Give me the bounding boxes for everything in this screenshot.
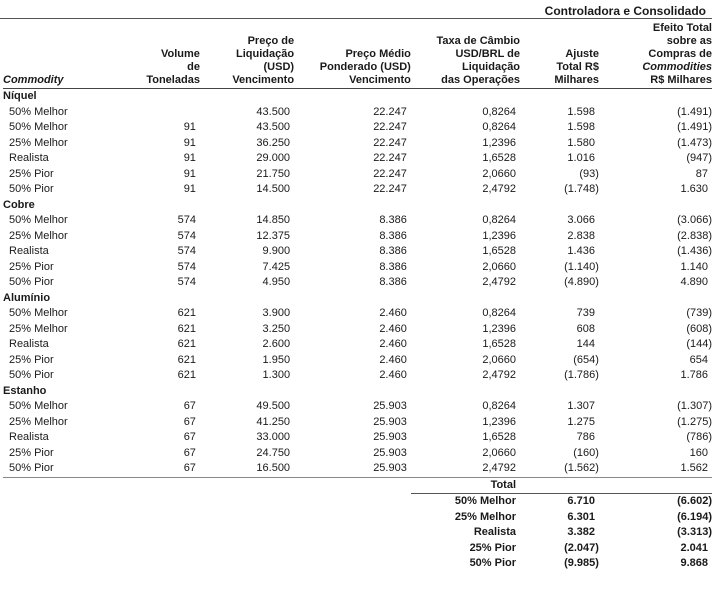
cell-ajuste: 1.275 [567,415,595,428]
total-cell-ajuste: (9.985) [564,557,599,569]
table-row [3,306,712,322]
cell-efeito: (1.491) [677,121,712,133]
cell-efeito: (3.066) [677,214,712,226]
table-row [3,167,712,183]
cell-preco-medio: 22.247 [373,105,407,118]
scenario-label: 25% Pior [9,446,54,459]
cell-volume: 621 [177,338,196,350]
cell-efeito: 1.630 [680,183,708,195]
total-cell-ajuste: 3.382 [567,526,595,538]
total-cell-efeito: 9.868 [680,557,708,569]
cell-efeito: 654 [689,353,708,366]
cell-preco-liq: 43.500 [256,105,291,118]
header-volume [122,22,200,89]
cell-taxa: 2,0660 [482,167,517,180]
table-row [3,399,712,415]
cell-volume: 621 [177,353,196,366]
header-efeito-total [599,22,712,89]
cell-taxa: 2,4792 [482,369,517,381]
cell-preco-medio: 8.386 [379,276,407,288]
cell-volume: 91 [183,152,196,164]
cell-ajuste: (1.562) [520,461,599,478]
cell-volume: 621 [177,307,196,319]
table-row [3,446,712,462]
cell-efeito: 1.562 [599,461,712,478]
cell-efeito: (1.491) [677,105,712,118]
cell-volume: 574 [177,245,196,257]
cell-efeito: (2.838) [677,229,712,242]
cell-taxa: 2,4792 [482,183,517,195]
cell-preco-medio: 2.460 [379,338,407,350]
cell-taxa: 2,4792 [411,461,520,478]
cell-volume: 91 [183,136,196,149]
header-line: Ajuste [565,48,599,60]
total-row [3,493,712,510]
cell-efeito: (1.275) [677,415,712,428]
total-scenario-label: 50% Melhor [411,493,520,510]
table-row [3,322,712,338]
scenario-label: 25% Pior [9,260,54,273]
group-name: Estanho [3,384,47,397]
cell-preco-liq: 14.500 [256,183,291,195]
cell-preco-liq: 9.900 [262,245,291,257]
table-row [3,244,712,260]
scenario-label: 25% Pior [9,353,54,366]
scenario-label: 50% Pior [3,461,122,478]
cell-efeito: 87 [695,167,708,180]
header-line: R$ Milhares [650,74,712,86]
cell-taxa: 1,6528 [482,431,517,443]
cell-taxa: 1,2396 [482,229,517,242]
scenario-label: Realista [9,431,49,443]
cell-preco-liq: 36.250 [256,136,291,149]
scenario-label: 50% Melhor [9,307,68,319]
group-header-row [3,89,712,105]
table-row [3,151,712,167]
table-caption: Controladora e Consolidado [544,4,706,18]
cell-volume: 574 [177,229,196,242]
cell-taxa: 2,4792 [482,276,517,288]
scenario-label: 25% Melhor [9,415,68,428]
cell-volume: 574 [177,214,196,226]
header-line: Total R$ [556,61,599,73]
total-row [3,525,712,541]
cell-preco-medio: 2.460 [379,369,407,381]
cell-ajuste: 1.598 [567,105,595,118]
group-name: Níquel [3,90,37,102]
cell-preco-liq: 21.750 [256,167,291,180]
group-header-row [3,198,712,214]
cell-taxa: 0,8264 [482,105,517,118]
total-cell-efeito: (3.313) [677,526,712,538]
cell-taxa: 1,2396 [482,322,517,335]
cell-volume: 574 [177,276,196,288]
cell-efeito: (1.473) [677,136,712,149]
table-row [3,229,712,245]
cell-preco-medio: 22.247 [373,121,407,133]
cell-taxa: 0,8264 [482,400,517,412]
spacer [3,493,411,510]
cell-efeito: 160 [689,446,708,459]
spacer [520,478,712,494]
cell-volume: 574 [177,260,196,273]
scenario-label: Realista [9,338,49,350]
cell-taxa: 0,8264 [482,121,517,133]
total-label: Total [490,478,517,491]
total-scenario-label: 50% Pior [469,557,517,569]
cell-efeito: (1.436) [677,245,712,257]
table-row [3,136,712,152]
table-row [3,353,712,369]
table-row [3,415,712,431]
table-row [3,461,712,478]
header-line: Preço de [247,35,295,47]
total-scenario-label: 25% Melhor [454,510,517,523]
table-row [3,120,712,136]
cell-efeito: (739) [686,307,712,319]
cell-taxa: 1,6528 [482,245,517,257]
cell-preco-medio: 25.903 [373,400,407,412]
table-row [3,275,712,291]
scenario-label: 50% Melhor [9,400,68,412]
header-line: Toneladas [146,74,200,86]
cell-preco-medio: 8.386 [379,245,407,257]
cell-preco-medio: 8.386 [379,260,407,273]
total-row [3,556,712,572]
cell-ajuste: 2.838 [567,229,595,242]
cell-volume: 67 [183,446,196,459]
cell-ajuste: 3.066 [567,214,595,226]
scenario-label: 50% Pior [9,183,54,195]
table-row [3,260,712,276]
cell-efeito: (1.307) [677,400,712,412]
cell-preco-liq: 1.300 [262,369,291,381]
cell-preco-liq: 3.250 [262,322,291,335]
cell-volume: 621 [177,369,196,381]
cell-efeito: (786) [686,431,712,443]
cell-preco-medio: 25.903 [373,446,407,459]
sensitivity-table [3,22,712,572]
header-line: Efeito Total [652,22,712,34]
header-line: Volume [161,48,200,60]
scenario-label: 25% Melhor [9,136,68,149]
header-line: Liquidação [236,48,295,60]
header-line: Liquidação [461,61,521,73]
scenario-label: 25% Melhor [9,322,68,335]
header-line: sobre as [666,35,712,47]
cell-ajuste: 1.016 [567,152,595,164]
cell-ajuste: 786 [576,431,595,443]
cell-ajuste: 739 [576,307,595,319]
group-name: Cobre [3,198,35,211]
cell-preco-medio: 8.386 [379,214,407,226]
header-line: Taxa de Câmbio [436,35,521,47]
cell-preco-medio: 22.247 [373,183,407,195]
cell-taxa: 1,2396 [482,136,517,149]
cell-volume: 67 [183,431,196,443]
cell-preco-medio: 25.903 [373,415,407,428]
cell-preco-medio: 22.247 [373,136,407,149]
cell-preco-medio: 22.247 [373,152,407,164]
header-line: USD/BRL de [455,48,521,60]
cell-ajuste: 1.307 [567,400,595,412]
table-row [3,430,712,446]
cell-efeito: (144) [686,338,712,350]
cell-volume: 67 [122,461,200,478]
table-row [3,337,712,353]
group-header-row [3,291,712,307]
total-row [3,541,712,557]
spacer [3,525,411,541]
cell-preco-medio: 8.386 [379,229,407,242]
cell-ajuste: 1.598 [567,121,595,133]
cell-preco-liq: 7.425 [262,260,291,273]
header-line: Ponderado (USD) [319,61,411,73]
scenario-label: Realista [9,152,49,164]
cell-preco-medio: 25.903 [373,431,407,443]
cell-ajuste: (1.786) [564,369,599,381]
group-header-row [3,384,712,400]
scenario-label: 25% Pior [9,167,54,180]
cell-efeito: 1.786 [680,369,708,381]
header-line: das Operações [441,74,521,86]
scenario-label: 50% Melhor [9,121,68,133]
scenario-label: 50% Pior [9,369,54,381]
scenario-label: 25% Melhor [9,229,68,242]
header-line: Preço Médio [345,48,411,60]
cell-ajuste: 608 [576,322,595,335]
cell-preco-medio: 2.460 [379,353,407,366]
cell-taxa: 2,0660 [482,353,517,366]
cell-preco-medio: 22.247 [373,167,407,180]
cell-efeito: 1.140 [680,260,708,273]
cell-preco-liq: 3.900 [262,307,291,319]
spacer [3,541,411,557]
cell-preco-liq: 4.950 [262,276,291,288]
header-line: Compras de [648,48,712,60]
cell-volume: 67 [183,415,196,428]
cell-taxa: 1,2396 [482,415,517,428]
cell-taxa: 1,6528 [482,152,517,164]
header-ajuste [520,22,599,89]
cell-ajuste: (1.140) [564,260,599,273]
total-cell-efeito: (6.194) [677,510,712,523]
header-line: Commodities [642,61,712,73]
cell-volume: 67 [183,400,196,412]
spacer [3,478,411,494]
header-taxa-cambio [411,22,520,89]
cell-volume: 91 [183,167,196,180]
cell-taxa: 1,6528 [482,338,517,350]
total-cell-efeito: 2.041 [680,541,708,554]
cell-ajuste: 144 [576,338,595,350]
cell-efeito: (947) [686,152,712,164]
cell-taxa: 2,0660 [482,260,517,273]
header-line: Milhares [554,74,599,86]
header-row [3,22,712,89]
cell-preco-liq: 14.850 [256,214,291,226]
cell-ajuste: 1.436 [567,245,595,257]
total-row [3,510,712,526]
total-scenario-label: Realista [473,526,517,538]
header-commodity: Commodity [3,22,122,89]
total-scenario-label: 25% Pior [469,541,517,554]
cell-efeito: 4.890 [680,276,708,288]
caption-rule [0,18,712,19]
cell-taxa: 0,8264 [482,214,517,226]
scenario-label: 50% Melhor [9,214,68,226]
cell-volume: 621 [177,322,196,335]
table-row [3,368,712,384]
scenario-label: Realista [9,245,49,257]
cell-preco-medio: 2.460 [379,307,407,319]
cell-ajuste: (4.890) [564,276,599,288]
cell-ajuste: (160) [573,446,599,459]
cell-ajuste: (93) [579,167,599,180]
cell-taxa: 2,0660 [482,446,517,459]
header-line: de [187,61,200,73]
cell-taxa: 0,8264 [482,307,517,319]
cell-preco-liq: 1.950 [262,353,291,366]
cell-preco-liq: 49.500 [256,400,291,412]
table-body [3,89,712,572]
table-row [3,213,712,229]
cell-ajuste: (654) [573,353,599,366]
cell-preco-liq: 16.500 [200,461,294,478]
spacer [3,510,411,526]
total-cell-ajuste: (2.047) [564,541,599,554]
cell-efeito: (608) [686,322,712,335]
group-name: Alumínio [3,291,51,304]
cell-ajuste: (1.748) [564,183,599,195]
table-row [3,105,712,121]
table-row [3,182,712,198]
cell-preco-liq: 29.000 [256,152,291,164]
cell-volume: 91 [183,121,196,133]
cell-preco-liq: 24.750 [256,446,291,459]
total-header-row [3,478,712,494]
cell-preco-liq: 2.600 [262,338,291,350]
total-cell-efeito: (6.602) [599,493,712,510]
header-line: Vencimento [349,74,411,86]
spacer [3,556,411,572]
header-line: (USD) [263,61,295,73]
header-line: Vencimento [232,74,295,86]
header-preco-medio [294,22,411,89]
cell-ajuste: 1.580 [567,136,595,149]
total-cell-ajuste: 6.301 [567,510,595,523]
cell-preco-liq: 12.375 [256,229,291,242]
cell-volume: 91 [183,183,196,195]
total-cell-ajuste: 6.710 [520,493,599,510]
cell-preco-liq: 41.250 [256,415,291,428]
cell-volume [122,105,200,121]
cell-preco-liq: 43.500 [256,121,291,133]
header-preco-liquidacao [200,22,294,89]
cell-preco-liq: 33.000 [256,431,291,443]
scenario-label: 50% Pior [9,276,54,288]
cell-preco-medio: 25.903 [294,461,411,478]
scenario-label: 50% Melhor [9,105,68,118]
cell-preco-medio: 2.460 [379,322,407,335]
